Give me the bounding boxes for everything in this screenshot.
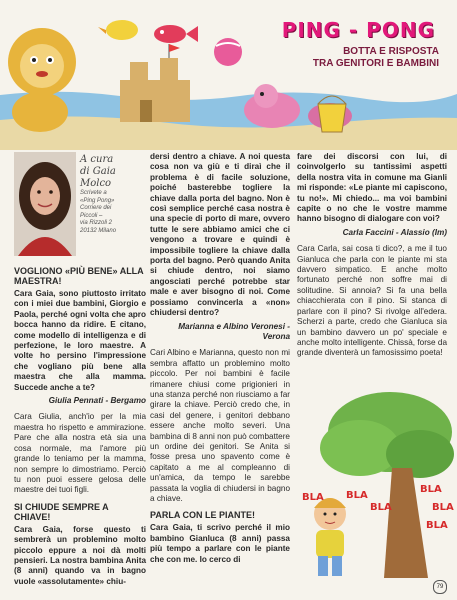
letter-paragraph: Cara Gaia, sono piuttosto irritato con i miei due bambini, Giorgio e Paola, perché ogni volta che apro bocca hanno da ridire. E citano, come modello di intelligenza e di perfezione, le loro maestre. A volte ho persino l'impressione che vogliano più bene alla maestra che alla mamma. Succede anche a te? bbox=[14, 289, 146, 392]
reply-paragraph: Cara Carla, sai cosa ti dico?, a me il tuo Gianluca che parla con le piante mi sta davvero simpatico. E anche molto fortunato perché non soffre mai di solitudine. Si annoia? Si fa una bella chiacchierata con il pino. Si stanca di parlare con il pino? Si rivolge all'edera. Scherzi a parte, credo che Gianluca sia un bambino davvero un po' speciale e anche molto intelligente. Chissà, forse da grande diventerà un famosissimo poeta! bbox=[297, 244, 447, 358]
address-line: Scrivete a bbox=[80, 190, 107, 196]
bla-text: BLA bbox=[346, 490, 368, 501]
boy-character bbox=[314, 498, 346, 576]
subtitle-line-1: BOTTA E RISPOSTA bbox=[343, 46, 439, 57]
bla-text: BLA bbox=[302, 492, 324, 503]
section-heading-chiave: SI CHIUDE SEMPRE A CHIAVE! bbox=[14, 501, 109, 522]
reply-paragraph: Cara Giulia, anch'io per la mia maestra ho rispetto e ammirazione. Pare che alla nostra età sia una cosa normale, ma l'amore più grande lo teniamo per la mamma, non sempre lo dimostriamo. Perciò tu non puoi essere gelosa delle maestre dei tuoi figli. bbox=[14, 412, 146, 495]
letter-signature: Marianna e Albino Veronesi - Verona bbox=[178, 321, 290, 341]
section-heading-maestra: VOGLIONO «PIÙ BENE» ALLA MAESTRA! bbox=[14, 266, 144, 286]
lion-character bbox=[8, 28, 76, 132]
credit-line-2: di Gaia bbox=[80, 166, 116, 177]
bla-text: BLA bbox=[370, 502, 392, 513]
section-heading-piante: PARLA CON LE PIANTE! bbox=[150, 510, 255, 521]
letter-paragraph: Cara Gaia, forse questo ti sembrerà un problemino molto piccolo eppure a noi dà molti pensieri. La nostra bambina Anita (8 anni) quando va in bagno vuole «assolutamente» chiu- bbox=[14, 524, 146, 586]
letter-paragraph: fare dei discorsi con lui, di coinvolgerlo su tantissimi aspetti della nostra vita in comune ma Gianli mi risponde: «Le piante mi capiscono, tu no!». Mi chiedo... ma voi bambini capite o no che le vostre mamme hanno bisogno di dialogare con voi? bbox=[297, 152, 447, 224]
column-middle bbox=[150, 152, 290, 568]
address-line: «Ping Pong» bbox=[80, 197, 115, 204]
subtitle-line-2: TRA GENITORI E BAMBINI bbox=[312, 58, 439, 69]
bla-text: BLA bbox=[420, 484, 442, 495]
credit-line-3: Molco bbox=[80, 178, 112, 189]
header-title: PING - PONG bbox=[281, 18, 435, 42]
bla-text: BLA bbox=[426, 520, 448, 531]
editor-address bbox=[80, 190, 146, 235]
editor-photo bbox=[14, 152, 76, 256]
address-line: via Rizzoli 2 bbox=[80, 220, 113, 226]
letter-paragraph: Cara Gaia, ti scrivo perché il mio bambino Gianluca (8 anni) passa più tempo a parlare con le piante che con me. Io cerco di bbox=[150, 523, 290, 564]
letter-signature: Giulia Pennati - Bergamo bbox=[48, 396, 146, 406]
editor-credit bbox=[80, 154, 116, 190]
letter-signature: Carla Faccini - Alassio (Im) bbox=[342, 227, 447, 237]
letter-paragraph: dersi dentro a chiave. A noi questa cosa non va giù e ti diraì che il problema è di facile soluzione, poiché basterebbe togliere la chiave dalla porta del bagno. Non è così semplice perché casa nostra è una specie di porto di mare, ovvero tutte le sere abbiamo amici che ci vengono a trovare e quindi è impossibile togliere la chiave dalla porta del bagno. Però quando Anita si chiude dentro, noi siamo angosciati perché potrebbe star male e aver bisogno di noi. Come possiamo convincerla a «non» chiudersi dentro? bbox=[150, 152, 290, 318]
editor-box bbox=[14, 152, 146, 260]
bla-text: BLA bbox=[432, 502, 454, 513]
column-right bbox=[297, 152, 447, 362]
tree-illustration bbox=[300, 388, 457, 583]
address-line: 20132 Milano bbox=[80, 227, 117, 234]
column-left bbox=[14, 152, 146, 590]
address-line: Corriere dei bbox=[80, 205, 112, 211]
header-subtitle bbox=[313, 46, 439, 70]
address-line: Piccoli – bbox=[80, 212, 103, 219]
credit-line-1: A cura bbox=[80, 154, 114, 165]
page-number: 79 bbox=[433, 580, 447, 594]
reply-paragraph: Cari Albino e Marianna, questo non mi sembra affatto un problemino molto piccolo. Per noi bambini è facile rimanere chiusi come prigionieri in una stanza perché non riusciamo a far girare la chiave. Perciò credo che, in casi del genere, i genitori debbano essere anche molto severi. Una bambina di 8 anni non può combattere un ordine dei genitori. Se Anita si fosse presa uno spavento come è capitato a me al compleanno di un'amica, da tempo le sarebbe passata la voglia di chiudersi in bagno a chiave. bbox=[150, 348, 290, 503]
